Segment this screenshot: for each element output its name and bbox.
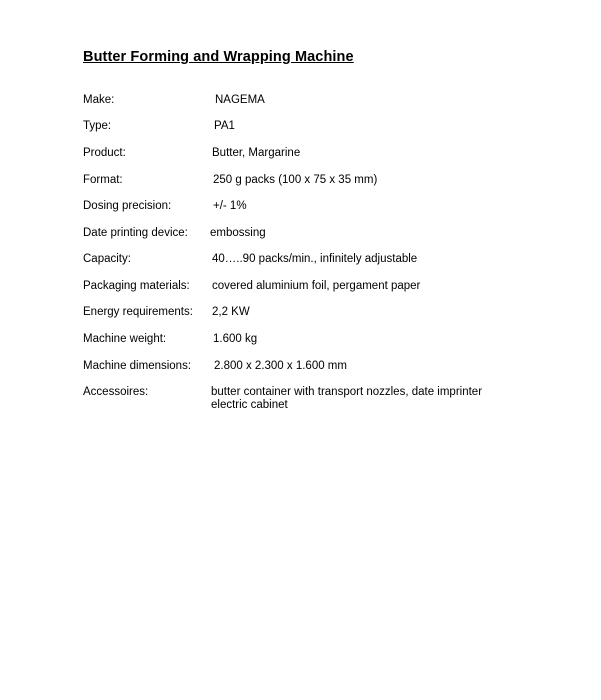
spec-label: Dosing precision: [83,200,172,212]
spec-label: Energy requirements: [83,306,193,318]
spec-label: Accessoires: [83,386,149,398]
spec-value: butter container with transport nozzles, date imprinter [211,386,483,398]
spec-label: Machine dimensions: [83,360,192,372]
spec-value: Butter, Margarine [212,147,301,159]
spec-value: embossing [210,227,266,239]
spec-label: Product: [83,147,126,159]
spec-value: covered aluminium foil, pergament paper [212,280,421,292]
spec-label: Machine weight: [83,333,167,345]
spec-label: Date printing device: [83,227,188,239]
spec-label: Type: [83,120,112,132]
spec-label: Packaging materials: [83,280,190,292]
spec-value: 250 g packs (100 x 75 x 35 mm) [213,174,378,186]
spec-value: NAGEMA [215,94,265,106]
spec-value: +/- 1% [213,200,247,212]
spec-value: 1.600 kg [213,333,258,345]
spec-value: 2,2 KW [212,306,250,318]
spec-label: Make: [83,94,115,106]
document-title: Butter Forming and Wrapping Machine [83,49,354,65]
spec-label: Format: [83,174,123,186]
spec-label: Capacity: [83,253,131,265]
spec-value-line2: electric cabinet [211,399,288,411]
spec-value: 2.800 x 2.300 x 1.600 mm [214,360,347,372]
spec-value: 40…..90 packs/min., infinitely adjustable [212,253,418,265]
spec-value: PA1 [214,120,235,132]
